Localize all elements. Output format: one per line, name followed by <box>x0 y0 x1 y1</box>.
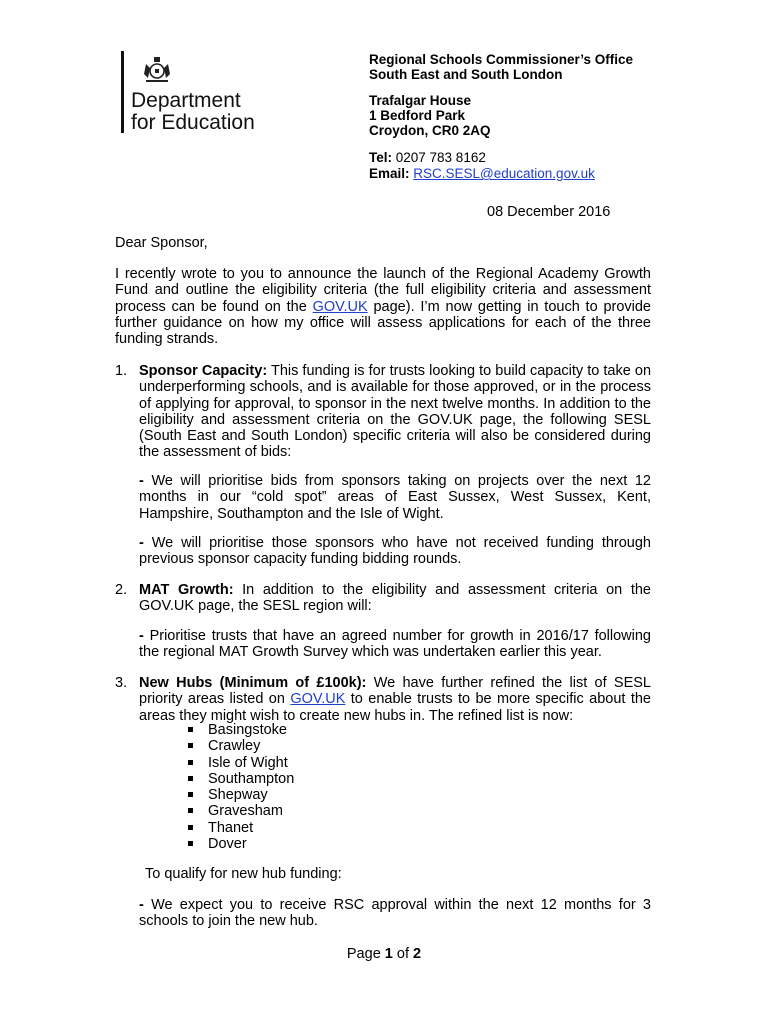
tel-label: Tel: <box>369 150 392 165</box>
item-1-text: This funding is for trusts looking to build capacity to take on underperforming schools, and is available for those approved, or in the process of applying for approval, to sponsor in the next twelve months. In addition to the eligibility and assessment criteria on the GOV.UK page, the following SESL (South East and South London) specific criteria will also be considered during the assessment of bids: <box>139 363 652 461</box>
item-3-paragraph <box>139 675 651 724</box>
page-word: Page <box>346 946 385 962</box>
intro-paragraph <box>115 266 651 347</box>
email-link[interactable]: RSC.SESL@education.gov.uk <box>413 166 595 181</box>
address-block <box>369 93 491 138</box>
item-2-point-1-text: Prioritise trusts that have an agreed number for growth in 2016/17 following the regional MAT Growth Survey which was undertaken earlier this year. <box>139 628 651 661</box>
logo-line-2: for Education <box>131 111 255 134</box>
item-1-paragraph <box>139 363 651 461</box>
item-2-point-1 <box>139 628 651 661</box>
govuk-link-intro[interactable]: GOV.UK <box>312 298 368 315</box>
office-block <box>369 52 633 82</box>
item-2-heading: MAT Growth: <box>139 582 234 598</box>
item-1-point-1 <box>139 473 651 522</box>
list-item: Crawley <box>186 738 294 754</box>
dash-marker: - <box>139 628 144 644</box>
item-2-number: 2. <box>115 582 128 598</box>
tel-value: 0207 783 8162 <box>392 150 486 165</box>
list-item: Southampton <box>186 771 294 787</box>
intro-text-1: I recently wrote to you to announce the launch of the Regional Academy Growth Fund and outline the eligibility criteria (the full eligibility criteria and assessment process can be found on the <box>115 266 651 315</box>
address-line-1: Trafalgar House <box>369 93 472 108</box>
list-item: Basingstoke <box>186 722 294 738</box>
item-1-point-2 <box>139 535 651 568</box>
email-line <box>369 166 595 182</box>
item-2-paragraph <box>139 582 651 615</box>
dash-marker: - <box>139 535 144 551</box>
list-item: Shepway <box>186 787 294 803</box>
item-2-text: In addition to the eligibility and assessment criteria on the GOV.UK page, the SESL region will: <box>139 582 651 615</box>
logo-line-1: Department <box>131 89 241 112</box>
list-item: Dover <box>186 836 294 852</box>
govuk-link-hubs[interactable]: GOV.UK <box>290 691 346 708</box>
list-item: Isle of Wight <box>186 755 294 771</box>
office-name: Regional Schools Commissioner’s Office <box>369 52 634 67</box>
page-current: 1 <box>384 946 393 962</box>
email-label: Email: <box>369 166 410 181</box>
greeting: Dear Sponsor, <box>115 235 208 251</box>
department-logo-text <box>131 90 255 134</box>
of-word: of <box>392 946 414 962</box>
royal-crest-icon <box>140 54 174 84</box>
item-1-point-2-text: We will prioritise those sponsors who have not received funding through previous sponsor capacity funding bidding rounds. <box>139 535 651 568</box>
logo-divider-bar <box>121 51 124 133</box>
qualify-text: To qualify for new hub funding: <box>145 866 342 882</box>
item-3-number: 3. <box>115 675 128 691</box>
item-3-text-1: We have further refined the list of SESL priority areas listed on <box>139 675 651 708</box>
priority-areas-list <box>186 722 294 852</box>
item-3-point-1-text: We expect you to receive RSC approval within the next 12 months for 3 schools to join the new hub. <box>139 897 651 930</box>
item-1-point-1-text: We will prioritise bids from sponsors taking on projects over the next 12 months in our “cold spot” areas of East Sussex, West Sussex, Kent, Hampshire, Southampton and the Isle of Wight. <box>139 473 651 522</box>
item-1-heading: Sponsor Capacity: <box>139 363 268 379</box>
item-3-text-2: to enable trusts to be more specific about the areas they might wish to create new hubs in. The refined list is now: <box>139 691 651 724</box>
letter-date: 08 December 2016 <box>487 204 611 220</box>
list-item: Thanet <box>186 820 294 836</box>
intro-text-2: page). I’m now getting in touch to provide further guidance on how my office will assess applications for each of the three funding strands. <box>115 298 651 348</box>
dash-marker: - <box>139 473 144 489</box>
address-line-3: Croydon, CR0 2AQ <box>369 123 491 138</box>
address-line-2: 1 Bedford Park <box>369 108 466 123</box>
item-3-point-1 <box>139 897 651 930</box>
item-3-heading: New Hubs (Minimum of £100k): <box>139 675 367 691</box>
telephone-line <box>369 150 595 166</box>
item-1-number: 1. <box>115 363 128 379</box>
dash-marker: - <box>139 897 144 913</box>
office-region: South East and South London <box>369 67 563 82</box>
page-number-footer <box>0 946 768 962</box>
page-total: 2 <box>413 946 422 962</box>
list-item: Gravesham <box>186 803 294 819</box>
contact-block <box>369 150 595 182</box>
